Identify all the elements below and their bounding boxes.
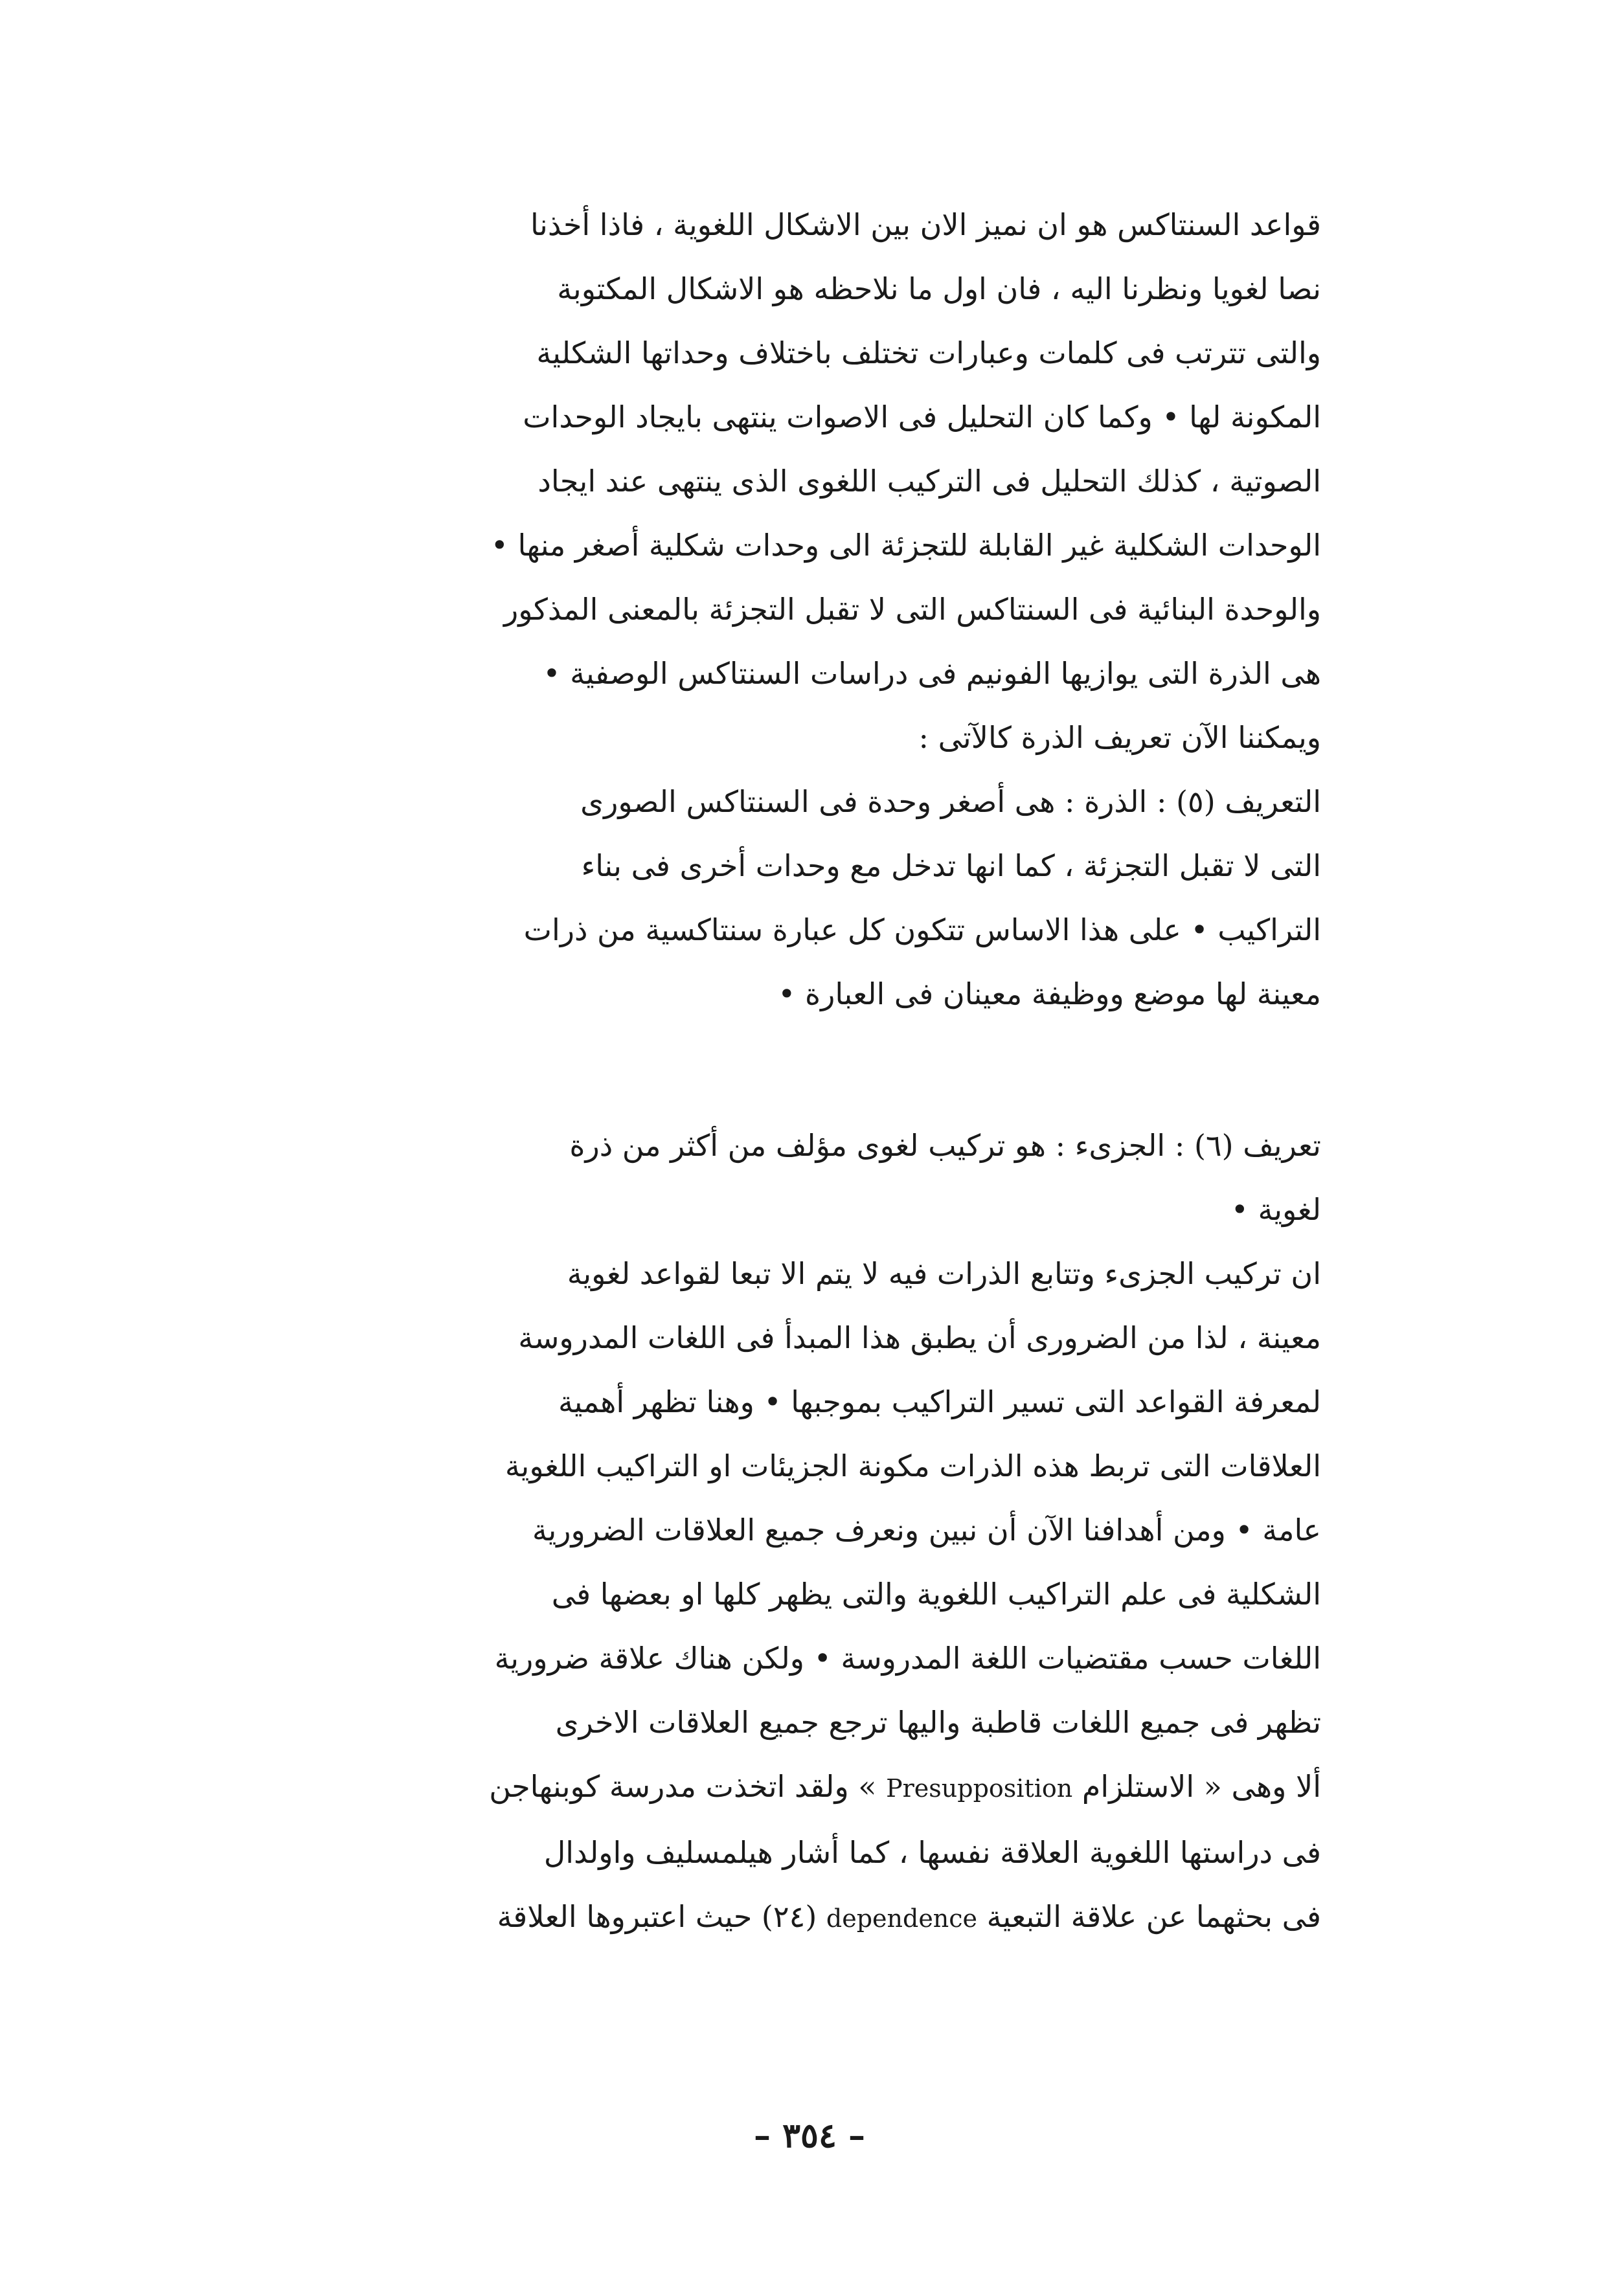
text-line: هى الذرة التى يوازيها الفونيم فى دراسات السنتاكس الوصفية •: [543, 656, 1321, 691]
text-line: المكونة لها • وكما كان التحليل فى الاصوات ينتهى بايجاد الوحدات: [523, 400, 1321, 434]
text-fragment: ألا وهى « الاستلزام: [1072, 1769, 1321, 1804]
text-line: العلاقات التى تربط هذه الذرات مكونة الجزيئات او التراكيب اللغوية: [504, 1448, 1321, 1483]
text-line: ويمكننا الآن تعريف الذرة كالآتى :: [918, 720, 1321, 755]
paragraph-syntax-rules: [311, 193, 1321, 1026]
text-line: معينة ، لذا من الضرورى أن يطبق هذا المبدأ فى اللغات المدروسة: [518, 1320, 1321, 1355]
text-line: لمعرفة القواعد التى تسير التراكيب بموجبها • وهنا تظهر أهمية: [558, 1384, 1321, 1419]
definition-6-line: لغوية •: [1230, 1192, 1321, 1227]
definition-5-line: التعريف (٥) : الذرة : هى أصغر وحدة فى السنتاكس الصورى: [580, 784, 1321, 819]
paragraph-relations: [311, 1242, 1321, 1951]
text-line: نصا لغويا ونظرنا اليه ، فان اول ما نلاحظه هو الاشكال المكتوبة: [557, 271, 1321, 306]
text-line: الصوتية ، كذلك التحليل فى التركيب اللغوى الذى ينتهى عند ايجاد: [538, 464, 1321, 499]
text-fragment: » ولقد اتخذت مدرسة كوبنهاجن: [489, 1769, 887, 1804]
definition-5-line: التراكيب • على هذا الاساس تتكون كل عبارة سنتاكسية من ذرات: [523, 912, 1321, 947]
text-line: الوحدات الشكلية غير القابلة للتجزئة الى وحدات شكلية أصغر منها •: [490, 528, 1321, 563]
latin-term-presupposition: Presupposition: [886, 1774, 1073, 1803]
text-line: الشكلية فى علم التراكيب اللغوية والتى يظهر كلها او بعضها فى: [551, 1577, 1321, 1612]
dependence-line: [311, 1885, 1321, 1951]
text-line: والوحدة البنائية فى السنتاكس التى لا تقبل التجزئة بالمعنى المذكور: [504, 592, 1321, 627]
text-line: قواعد السنتاكس هو ان نميز الان بين الاشكال اللغوية ، فاذا أخذنا: [530, 207, 1321, 242]
text-line: عامة • ومن أهدافنا الآن أن نبين ونعرف جميع العلاقات الضرورية: [532, 1513, 1321, 1548]
definition-5-line: معينة لها موضع ووظيفة معينان فى العبارة •: [778, 976, 1321, 1011]
text-line: والتى تترتب فى كلمات وعبارات تختلف باختلاف وحداتها الشكلية: [536, 335, 1321, 370]
text-line: اللغات حسب مقتضيات اللغة المدروسة • ولكن هناك علاقة ضرورية: [494, 1641, 1321, 1676]
definition-6: [311, 1114, 1321, 1242]
presupposition-line: [311, 1755, 1321, 1821]
definition-5-line: التى لا تقبل التجزئة ، كما انها تدخل مع وحدات أخرى فى بناء: [581, 848, 1321, 883]
footnote-reference: (٢٤): [752, 1899, 826, 1934]
latin-term-dependence: dependence: [826, 1904, 978, 1933]
definition-6-line: تعريف (٦) : الجزىء : هو تركيب لغوى مؤلف من أكثر من ذرة: [569, 1128, 1321, 1163]
page-number: – ٣٥٤ –: [753, 2116, 865, 2155]
text-line: تظهر فى جميع اللغات قاطبة واليها ترجع جميع العلاقات الاخرى: [555, 1705, 1321, 1740]
text-fragment: حيث اعتبروها العلاقة: [497, 1899, 753, 1934]
text-line: فى دراستها اللغوية العلاقة نفسها ، كما أشار هيلمسليف واولدال: [543, 1835, 1321, 1870]
text-fragment: فى بحثهما عن علاقة التبعية: [977, 1899, 1321, 1934]
text-line: ان تركيب الجزىء وتتابع الذرات فيه لا يتم الا تبعا لقواعد لغوية: [567, 1256, 1321, 1291]
